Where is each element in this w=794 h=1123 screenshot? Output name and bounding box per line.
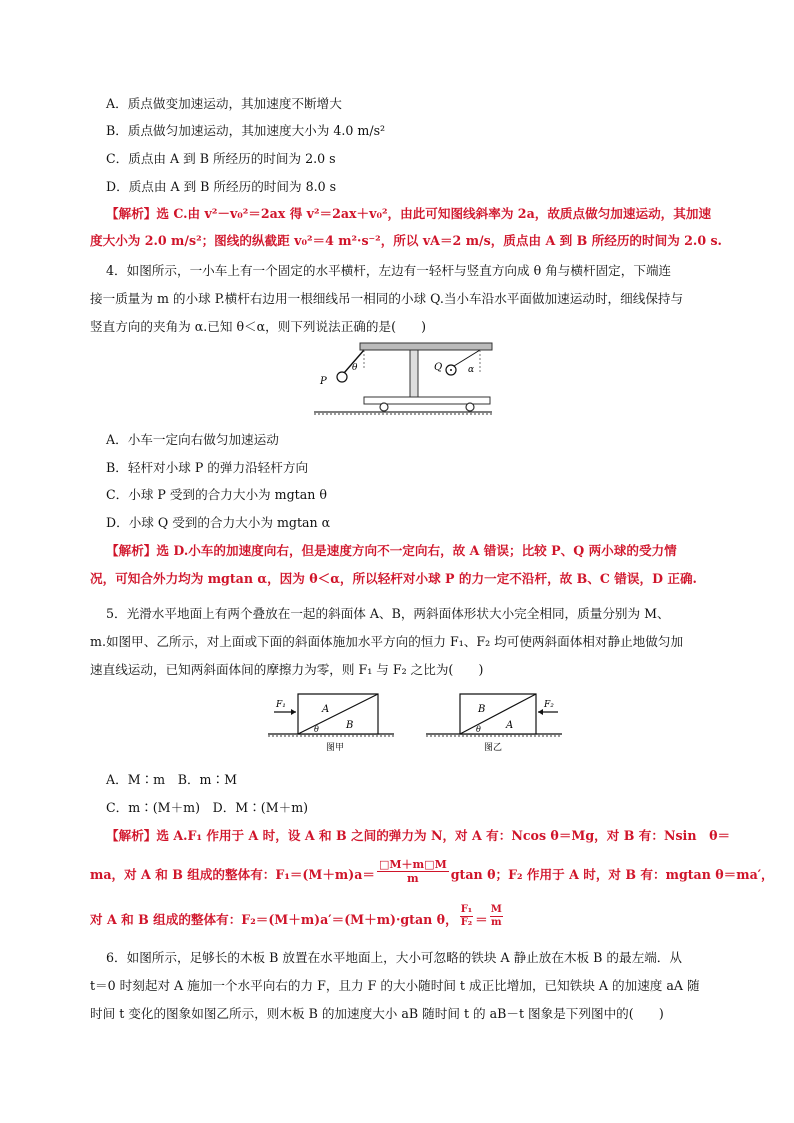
q3-analysis-line-1: 【解析】选 C.由 v²－v₀²＝2ax 得 v²＝2ax＋v₀²，由此可知图线斜率为 2a，故质点做匀加速运动，其加速 [106, 206, 712, 221]
q5-yi-label-theta: θ [476, 725, 481, 734]
q5-figure-yi [424, 688, 564, 758]
q5-yi-label-b: B [478, 704, 486, 715]
q5-caption-jia: 图甲 [326, 743, 345, 753]
q3-option-c: C．质点由 A 到 B 所经历的时间为 2.0 s [106, 151, 336, 166]
analysis-tag: 【解析】 [106, 206, 157, 221]
q3-option-a: A．质点做变加速运动，其加速度不断增大 [106, 96, 342, 111]
q5-analysis-line-1: 【解析】选 A.F₁ 作用于 A 时，设 A 和 B 之间的弹力为 N，对 A 有：Ncos θ＝Mg，对 B 有：Nsin θ＝ [106, 828, 731, 843]
q3-option-d: D．质点由 A 到 B 所经历的时间为 8.0 s [106, 179, 337, 194]
q6-stem-line-2: t＝0 时刻起对 A 施加一个水平向右的力 F，且力 F 的大小随时间 t 成正比增加，已知铁块 A 的加速度 aA 随 [90, 978, 700, 993]
q4-stem-line-1: 4．如图所示，一小车上有一个固定的水平横杆，左边有一轻杆与竖直方向成 θ 角与横杆固定，下端连 [106, 263, 672, 278]
q5-stem-line-1: 5．光滑水平地面上有两个叠放在一起的斜面体 A、B，两斜面体形状大小完全相同，质量分别为 M、 [106, 606, 670, 621]
q5-caption-yi: 图乙 [484, 743, 503, 753]
q5-jia-label-theta: θ [314, 725, 319, 734]
q4-label-theta: θ [352, 363, 358, 373]
q5-jia-label-a: A [322, 704, 330, 715]
q4-option-d: D．小球 Q 受到的合力大小为 mgtan α [106, 515, 331, 530]
q6-stem-line-1: 6．如图所示，足够长的木板 B 放置在水平地面上，大小可忽略的铁块 A 静止放在木板 B 的最左端．从 [106, 950, 682, 965]
q5-figure-jia [266, 688, 396, 758]
q4-label-p: P [320, 376, 327, 387]
q4-label-alpha: α [468, 365, 475, 375]
q5-yi-label-a: A [506, 720, 514, 731]
q5-fraction-1: $\frac{□M+m□M}{m}$ [378, 858, 447, 885]
q4-cart-figure [308, 340, 494, 420]
q3-analysis-line-2: 度大小为 2.0 m/s²；图线的纵截距 v₀²＝4 m²·s⁻²，所以 vA＝2 m/s，质点由 A 到 B 所经历的时间为 2.0 s. [90, 233, 722, 248]
q5-label-f1: F₁ [276, 700, 286, 710]
q5-option-row-1: A．M∶m B．m∶M [106, 772, 237, 787]
q5-fraction-2-left: $\frac{\text{F₁}}{\text{F₂}}$ [460, 904, 473, 928]
q5-jia-label-b: B [346, 720, 354, 731]
q4-analysis-line-1: 【解析】选 D.小车的加速度向右，但是速度方向不一定向右，故 A 错误；比较 P、Q 两小球的受力情 [106, 543, 677, 558]
q4-analysis-line-2: 况，可知合外力均为 mgtan α，因为 θ＜α，所以轻杆对小球 P 的力一定不沿杆，故 B、C 错误，D 正确. [90, 571, 697, 586]
q4-option-b: B．轻杆对小球 P 的弹力沿轻杆方向 [106, 460, 309, 475]
q4-stem-line-2: 接一质量为 m 的小球 P.横杆右边用一根细线吊一相同的小球 Q.当小车沿水平面做加速运动时，细线保持与 [90, 291, 684, 306]
q4-stem-line-3: 竖直方向的夹角为 α.已知 θ＜α，则下列说法正确的是( ) [90, 319, 427, 334]
q5-stem-line-2: m.如图甲、乙所示，对上面或下面的斜面体施加水平方向的恒力 F₁、F₂ 均可使两斜面体相对静止地做匀加 [90, 634, 684, 649]
q6-stem-line-3: 时间 t 变化的图象如图乙所示，则木板 B 的加速度大小 aB 随时间 t 的 aB－t 图象是下列图中的( ) [90, 1006, 664, 1021]
q5-option-row-2: C．m∶(M＋m) D．M∶(M＋m) [106, 800, 309, 815]
q5-stem-line-3: 速直线运动，已知两斜面体间的摩擦力为零，则 F₁ 与 F₂ 之比为( ) [90, 662, 484, 677]
q5-fraction-2-right: $\frac{M}{m}$ [490, 904, 502, 928]
q3-option-b: B．质点做匀加速运动，其加速度大小为 4.0 m/s² [106, 123, 386, 138]
q4-option-c: C．小球 P 受到的合力大小为 mgtan θ [106, 487, 327, 502]
analysis-tag: 【解析】 [106, 543, 157, 558]
q5-analysis-line-3: 对 A 和 B 组成的整体有：F₂＝(M＋m)a′＝(M＋m)·gtan θ， $\frac{\text{F₁}}{\text{F₂}}$ ＝ $\frac{M}{m}$ [90, 904, 502, 928]
q5-label-f2: F₂ [544, 700, 554, 710]
q4-label-q: Q [434, 362, 443, 373]
q5-analysis-line-2: ma，对 A 和 B 组成的整体有：F₁＝(M＋m)a＝ $\frac{□M+m□M}{m}$ gtan θ；F₂ 作用于 A 时，对 B 有：mgtan θ＝ma′， [90, 858, 774, 885]
q4-option-a: A．小车一定向右做匀加速运动 [106, 432, 279, 447]
analysis-tag: 【解析】 [106, 828, 157, 843]
